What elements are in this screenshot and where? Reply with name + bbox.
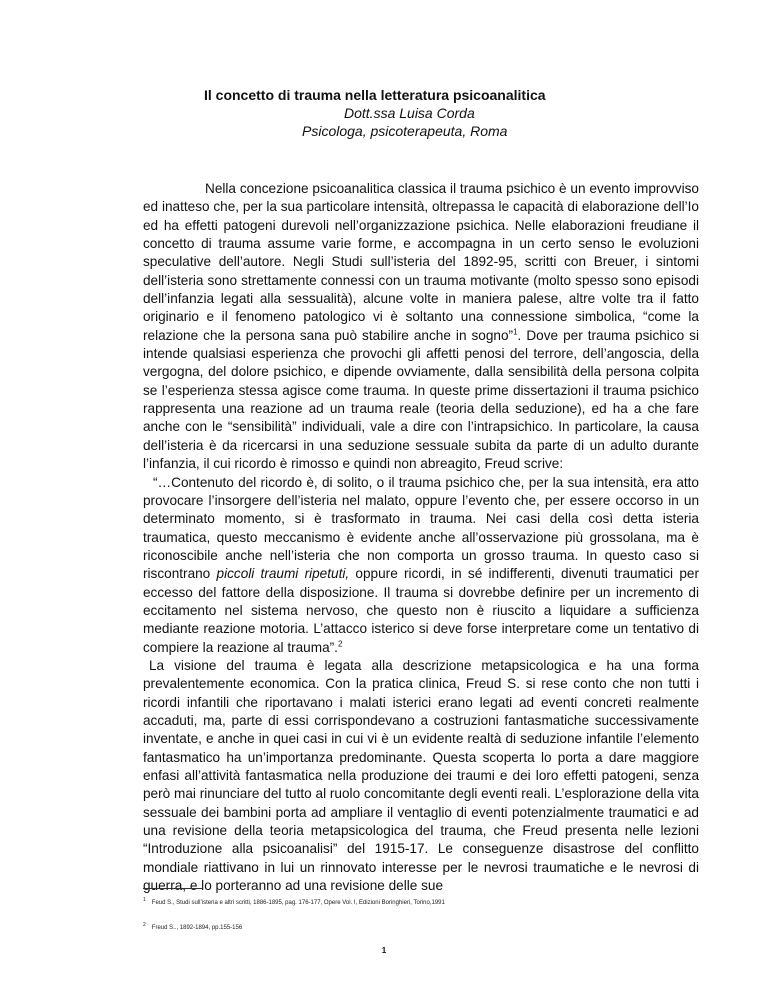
paragraph-2-quote	[143, 474, 699, 657]
footnote-ref-2[interactable]: 2	[337, 639, 343, 649]
author-name: Dott.ssa Luisa Corda	[344, 105, 475, 121]
paragraph-1-text-b: . Dove per trauma psichico si intende qualsiasi esperienza che provochi gli affetti penosi del terrore, dell’angoscia, della vergogna, del dolore psichico, e dipende ovviamente, dalla sensibilità della persona colpita se l’esperienza stessa agisce come trauma. In queste prime dissertazioni il trauma psichico rappresenta una reazione ad un trauma reale (teoria della seduzione), ed ha a che fare anche con le “sensibilità” individuali, vale a dire con l’intrapsichico. In particolare, la causa dell’isteria è da ricercarsi in una seduzione sessuale subita da parte di un adulto durante l’infanzia, il cui ricordo è rimosso e quindi non abreagito, Freud scrive:	[143, 327, 700, 472]
footnote-1	[143, 896, 445, 907]
author-role: Psicologa, psicoterapeuta, Roma	[302, 123, 508, 139]
footnote-2	[143, 921, 242, 932]
body-text	[143, 180, 699, 895]
paragraph-2-emphasis: piccoli traumi ripetuti,	[216, 566, 350, 582]
footnote-2-text: Freud S.., 1892-1894, pp.155-156	[151, 925, 243, 931]
document-title: Il concetto di trauma nella letteratura psicoanalitica	[204, 87, 546, 103]
paragraph-1-text-a: Nella concezione psicoanalitica classica il trauma psichico è un evento improvviso ed inatteso che, per la sua particolare intensità, oltrepassa le capacità di elaborazione dell’Io ed ha effetti patogeni durevoli nell’organizzazione psichica. Nelle elaborazioni freudiane il concetto di trauma assume varie forme, e accompagna in un certo senso le evoluzioni speculative dell’autore. Negli Studi sull’isteria del 1892-95, scritti con Breuer, i sintomi dell’isteria sono strettamente connessi con un trauma motivante (molto spesso sono episodi dell’infanzia legati alla sessualità), alcune volte in maniera palese, altre volte tra il fatto originario e il fenomeno patologico vi è soltanto una connessione simbolica, “come la relazione che la persona sana può stabilire anche in sogno”	[143, 181, 699, 343]
page-number: 1	[381, 946, 387, 955]
paragraph-2-text-a: “…Contenuto del ricordo è, di solito, o il trauma psichico che, per la sua intensità, era atto provocare l’insorgere dell’isteria nel malato, oppure l’evento che, per essere occorso in un determinato momento, si è trasformato in trauma. Nei casi della così detta isteria traumatica, questo meccanismo è evidente anche all’osservazione più grossolana, ma è riconoscibile anche nell’isteria che non comporta un grosso trauma. In questo caso si riscontrano	[143, 474, 699, 582]
footnote-ref-1[interactable]: 1	[513, 327, 518, 337]
paragraph-2-text-b: oppure ricordi, in sé indifferenti, divenuti traumatici per eccesso del fattore della disposizione. Il trauma si dovrebbe definire per un incremento di eccitamento nel sistema nervoso, che questo non è riuscito a liquidare a sufficienza mediante reazione motoria. L’attacco isterico si deve forse interpretare come un tentativo di compiere la reazione al trauma”.	[143, 566, 699, 655]
footnote-2-mark: 2	[143, 922, 146, 928]
paragraph-1	[143, 180, 699, 474]
footnote-1-text: Feud S., Studi sull’isteria e altri scritti, 1886-1895, pag. 176-177, Opere Vol. I, Edizioni Boringhieri, Torino,1991	[151, 900, 445, 906]
footnote-1-mark: 1	[143, 897, 146, 903]
paragraph-3: La visione del trauma è legata alla descrizione metapsicologica e ha una forma prevalentemente economica. Con la pratica clinica, Freud S. si rese conto che non tutti i ricordi infantili che riportavano i malati isterici erano legati ad eventi concreti realmente accaduti, ma, parte di essi corrispondevano a costruzioni fantasmatiche successivamente inventate, e anche in quei casi in cui vi è un evidente realtà di seduzione infantile l’elemento fantasmatico ha un’importanza predominante. Questa scoperta lo porta a dare maggiore enfasi all’attività fantasmatica nella produzione dei traumi e dei loro effetti patogeni, senza però mai rinunciare del tutto al ruolo concomitante degli eventi reali. L’esplorazione della vita sessuale dei bambini porta ad ampliare il ventaglio di eventi potenzialmente traumatici e ad una revisione della teoria metapsicologica del trauma, che Freud presenta nelle lezioni “Introduzione alla psicoanalisi” del 1915-17. Le conseguenze disastrose del conflitto mondiale riattivano in lui un rinnovato interesse per le nevrosi traumatiche e le nevrosi di guerra, e lo porteranno ad una revisione delle sue	[143, 657, 699, 894]
footnote-separator	[143, 888, 203, 889]
